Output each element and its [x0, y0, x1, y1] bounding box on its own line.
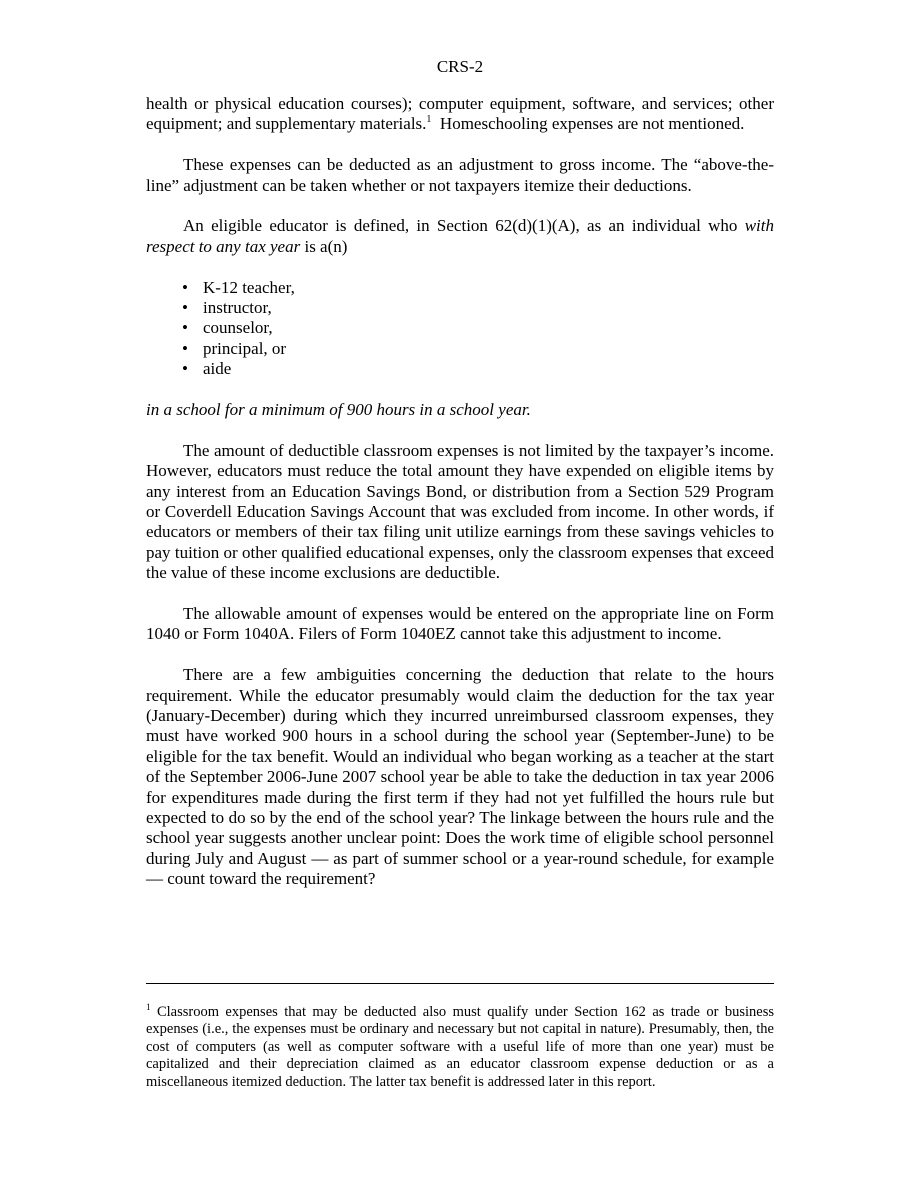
list-item: [182, 318, 774, 338]
paragraph-6: The allowable amount of expenses would be entered on the appropriate line on Form 1040 or Form 1040A. Filers of Form 1040EZ cannot take this adjustment to income.: [146, 603, 774, 644]
bullet-icon: •: [182, 359, 188, 379]
footnote-reference[interactable]: 1: [426, 114, 432, 126]
list-item: [182, 339, 774, 359]
list-item-label: K-12 teacher,: [203, 277, 295, 297]
paragraph-1-text-b: Homeschooling expenses are not mentioned.: [431, 114, 745, 134]
list-item-label: counselor,: [203, 318, 273, 338]
footnote-text: Classroom expenses that may be deducted also must qualify under Section 162 as trade or business expenses (i.e., the expenses must be ordinary and necessary but not capital in nature). Presumably, then, the cost of computers (as well as computer software with a useful life of more than one year) must be capitalized and their depreciation claimed as an educator classroom expense deduction or as a miscellaneous itemized deduction. The latter tax benefit is addressed later in this report.: [146, 1004, 774, 1090]
page-number-header: CRS-2: [436, 57, 484, 76]
paragraph-5: The amount of deductible classroom expenses is not limited by the taxpayer’s income. However, educators must reduce the total amount they have expended on eligible items by any interest from an Education Savings Bond, or distribution from a Section 529 Program or Coverdell Education Savings Account that was excluded from income. In other words, if educators or members of their tax filing unit utilize earnings from these savings vehicles to pay tuition or other qualified educational expenses, only the classroom expenses that exceed the value of these income exclusions are deductible.: [146, 440, 774, 583]
list-item-label: principal, or: [203, 338, 287, 358]
paragraph-3: [146, 216, 774, 257]
bullet-icon: •: [182, 298, 188, 317]
document-body: [146, 94, 774, 910]
paragraph-1-text-a: health or physical education courses); computer equipment, software, and services; other equipment; and supplementary materials.: [146, 94, 774, 134]
footnote-divider: [146, 983, 774, 984]
paragraph-7: There are a few ambiguities concerning the deduction that relate to the hours requirement. While the educator presumably would claim the deduction for the tax year (January-December) during which they incurred unreimbursed classroom expenses, they must have worked 900 hours in a school during the school year (September-June) to be eligible for the tax benefit. Would an individual who began working as a teacher at the start of the September 2006-June 2007 school year be able to take the deduction in tax year 2006 for expenditures made during the first term if they had not yet fulfilled the hours rule but expected to do so by the end of the school year? The linkage between the hours rule and the school year suggests another unclear point: Does the work time of eligible school personnel during July and August — as part of summer school or a year-round schedule, for example — count toward the requirement?: [146, 665, 774, 889]
list-item: [182, 278, 774, 298]
list-item-label: instructor,: [203, 298, 272, 317]
bullet-icon: •: [182, 277, 188, 297]
paragraph-4: in a school for a minimum of 900 hours in a school year.: [146, 399, 531, 419]
paragraph-2: These expenses can be deducted as an adjustment to gross income. The “above-the-line” adjustment can be taken whether or not taxpayers itemize their deductions.: [146, 155, 774, 195]
paragraph-3-text-b: is a(n): [300, 236, 348, 256]
bullet-icon: •: [182, 318, 188, 338]
paragraph-3-text-a: An eligible educator is defined, in Section 62(d)(1)(A), as an individual who: [183, 216, 745, 236]
list-item: [182, 359, 774, 379]
footnote-marker: 1: [146, 1002, 151, 1012]
list-item: [182, 298, 774, 318]
paragraph-1: [146, 94, 774, 135]
list-item-label: aide: [203, 359, 232, 379]
eligible-educator-list: [146, 278, 774, 380]
bullet-icon: •: [182, 338, 188, 358]
paragraph-3-italic: with respect to any tax year: [146, 216, 774, 256]
footnote-1: [146, 1004, 774, 1091]
